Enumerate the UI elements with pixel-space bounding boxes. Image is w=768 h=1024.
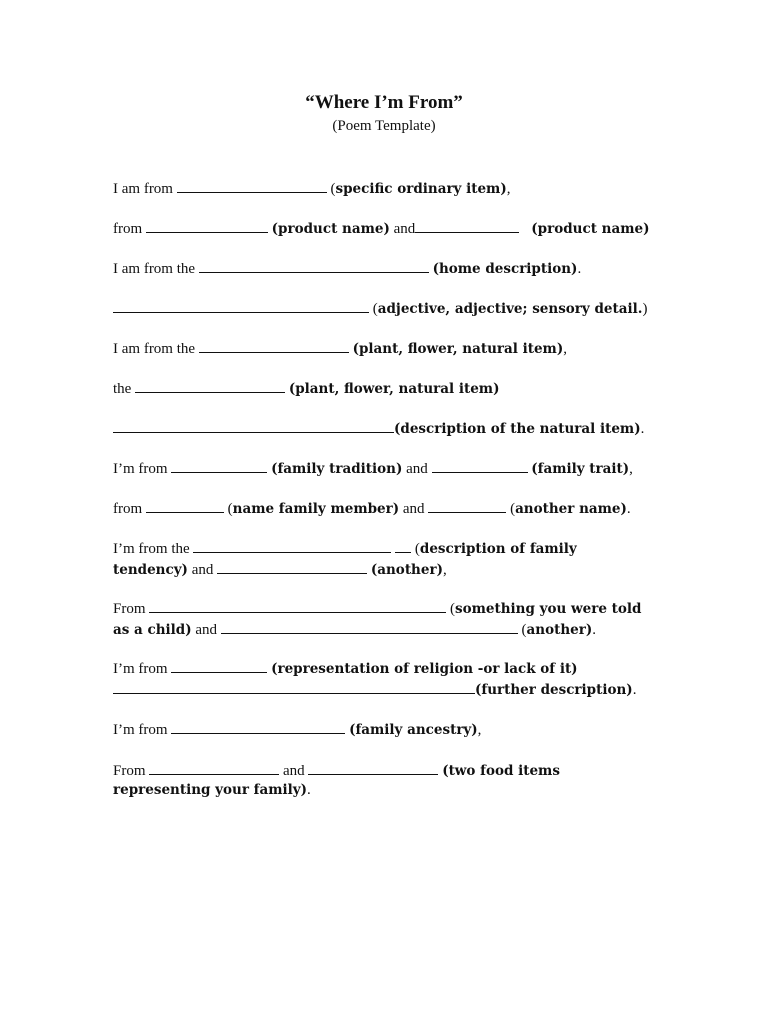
template-line: I am from the (home description). [113, 258, 673, 279]
template-line: (description of the natural item). [113, 418, 673, 439]
template-line: representing your family). [113, 782, 311, 798]
template-line: From (something you were told [113, 598, 673, 619]
blank[interactable] [135, 378, 285, 393]
blank[interactable] [149, 598, 446, 613]
template-line: the (plant, flower, natural item) [113, 378, 673, 399]
blank[interactable] [308, 760, 438, 775]
blank[interactable] [199, 258, 429, 273]
blank[interactable] [113, 298, 369, 313]
template-line: (further description). [113, 679, 673, 700]
template-line: I am from the (plant, flower, natural item), [113, 338, 673, 359]
template-line: From and (two food items [113, 760, 673, 781]
blank[interactable] [432, 458, 528, 473]
template-line: from (name family member) and (another name). [113, 498, 673, 519]
blank[interactable] [217, 559, 367, 574]
template-line: tendency) and (another), [113, 559, 673, 580]
template-line: I’m from (family tradition) and (family trait), [113, 458, 673, 479]
blank[interactable] [428, 498, 506, 513]
blank[interactable] [221, 619, 518, 634]
poem-title: “Where I’m From” [305, 92, 463, 113]
template-line: I’m from (family ancestry), [113, 719, 673, 740]
blank[interactable] [171, 719, 345, 734]
template-line: from (product name) and (product name) [113, 218, 673, 239]
template-line: I am from (specific ordinary item), [113, 178, 673, 199]
blank[interactable] [113, 679, 475, 694]
blank[interactable] [113, 418, 394, 433]
template-line: as a child) and (another). [113, 619, 673, 640]
blank[interactable] [193, 538, 391, 553]
blank[interactable] [395, 538, 411, 553]
blank[interactable] [146, 498, 224, 513]
template-line: I’m from the (description of family [113, 538, 673, 559]
blank[interactable] [149, 760, 279, 775]
blank[interactable] [177, 178, 327, 193]
blank[interactable] [415, 218, 519, 233]
blank[interactable] [171, 458, 267, 473]
blank[interactable] [146, 218, 268, 233]
template-line: (adjective, adjective; sensory detail.) [113, 298, 673, 319]
blank[interactable] [199, 338, 349, 353]
blank[interactable] [171, 658, 267, 673]
template-line: I’m from (representation of religion -or lack of it) [113, 658, 673, 679]
poem-subtitle: (Poem Template) [332, 118, 436, 134]
